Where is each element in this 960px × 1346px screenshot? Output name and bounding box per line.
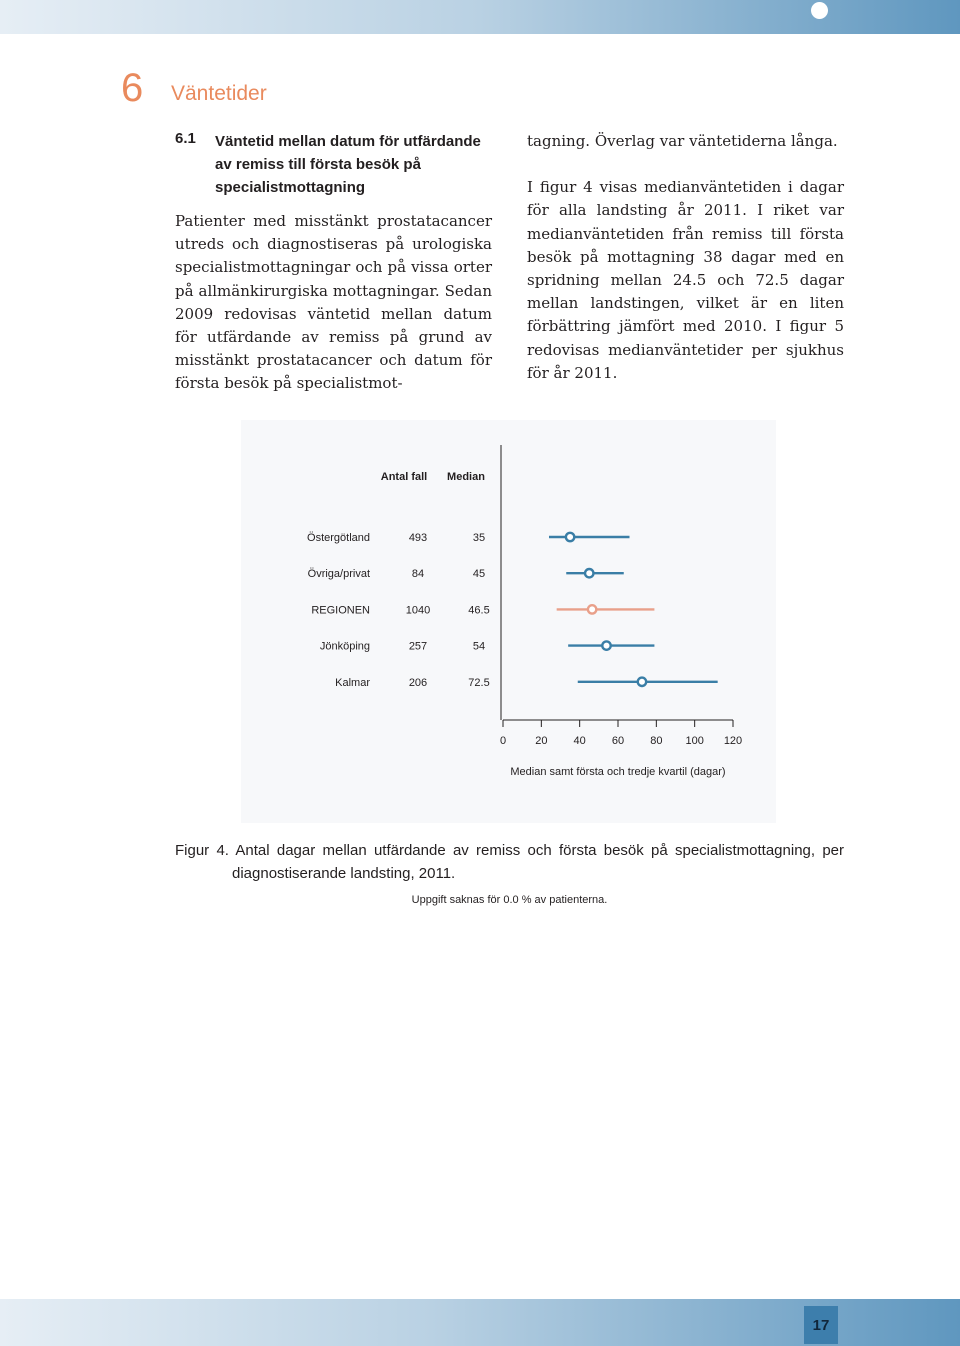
row-count: 1040	[405, 604, 431, 617]
x-axis-label: Median samt första och tredje kvartil (dagar)	[510, 766, 726, 778]
header-dot-icon	[811, 2, 828, 19]
row-median-value: 35	[472, 532, 486, 544]
x-tick-label: 80	[650, 735, 663, 747]
chapter-title: Väntetider	[171, 82, 267, 105]
figure-caption	[175, 839, 844, 885]
body-column-left	[175, 210, 492, 396]
row-median-value: 72.5	[468, 676, 490, 689]
median-point	[588, 605, 596, 613]
x-tick-label: 120	[723, 735, 743, 747]
median-point	[602, 641, 610, 649]
x-tick-label: 0	[499, 735, 507, 747]
row-median-value: 54	[472, 640, 486, 653]
chart-x-axis	[500, 720, 742, 747]
row-label: Jönköping	[319, 640, 370, 653]
body-column-right	[527, 130, 844, 385]
figure-4	[241, 420, 776, 823]
x-tick-label: 100	[685, 735, 704, 747]
x-tick-label: 60	[611, 735, 625, 747]
row-count: 84	[411, 568, 425, 581]
caption-label: Figur 4.	[175, 842, 229, 859]
median-point	[566, 533, 574, 541]
section-title: Väntetid mellan datum för utfärdande av remiss till första besök på specialistmottagning	[215, 133, 481, 196]
row-label: Östergötland	[307, 532, 370, 544]
header-median: Median	[447, 471, 485, 483]
row-label: Övriga/privat	[307, 568, 370, 581]
chart-rows	[307, 532, 718, 689]
page-number: 17	[804, 1306, 838, 1344]
figure-note: Uppgift saknas för 0.0 % av patienterna.	[411, 894, 608, 906]
row-median-value: 46.5	[468, 604, 490, 617]
row-label: REGIONEN	[311, 604, 370, 617]
x-tick-label: 40	[573, 735, 586, 747]
body-paragraph-left: Patienter med misstänkt prostatacancer utreds och diagnostiseras på urologiska specialistmottagningar och på vissa orter på allmänkirurgiska mottagningar. Sedan 2009 redovisas väntetid mellan datum för utfärdande av remiss på grund av misstänkt prostatacancer och datum för första besök på specialistmot-	[175, 212, 492, 393]
body-paragraph-right-1: tagning. Överlag var väntetiderna långa.	[527, 132, 838, 150]
chapter-number: 6	[121, 66, 144, 110]
median-point	[585, 569, 593, 577]
median-wait-chart	[241, 420, 776, 823]
row-count: 257	[408, 640, 428, 653]
header-antal-fall: Antal fall	[380, 471, 428, 483]
caption-text: Antal dagar mellan utfärdande av remiss och första besök på specialistmottagning, per diagnostiserande landsting, 2011.	[232, 842, 844, 882]
median-point	[638, 678, 646, 686]
row-median-value: 45	[472, 568, 486, 581]
row-count: 206	[408, 676, 428, 689]
row-label: Kalmar	[335, 676, 370, 689]
section-number: 6.1	[175, 130, 196, 147]
header-band	[0, 0, 960, 34]
row-count: 493	[408, 532, 428, 544]
body-paragraph-right-2: I figur 4 visas medianväntetiden i dagar för alla landsting år 2011. I riket var medianväntetiden från remiss till första besök på mottagning 38 dagar med en spridning mellan 24.5 och 72.5 dagar mellan landstingen, vilket är en liten förbättring jämfört med 2010. I figur 5 redovisas medianväntetider per sjukhus för år 2011.	[527, 178, 844, 382]
x-tick-label: 20	[535, 735, 548, 747]
